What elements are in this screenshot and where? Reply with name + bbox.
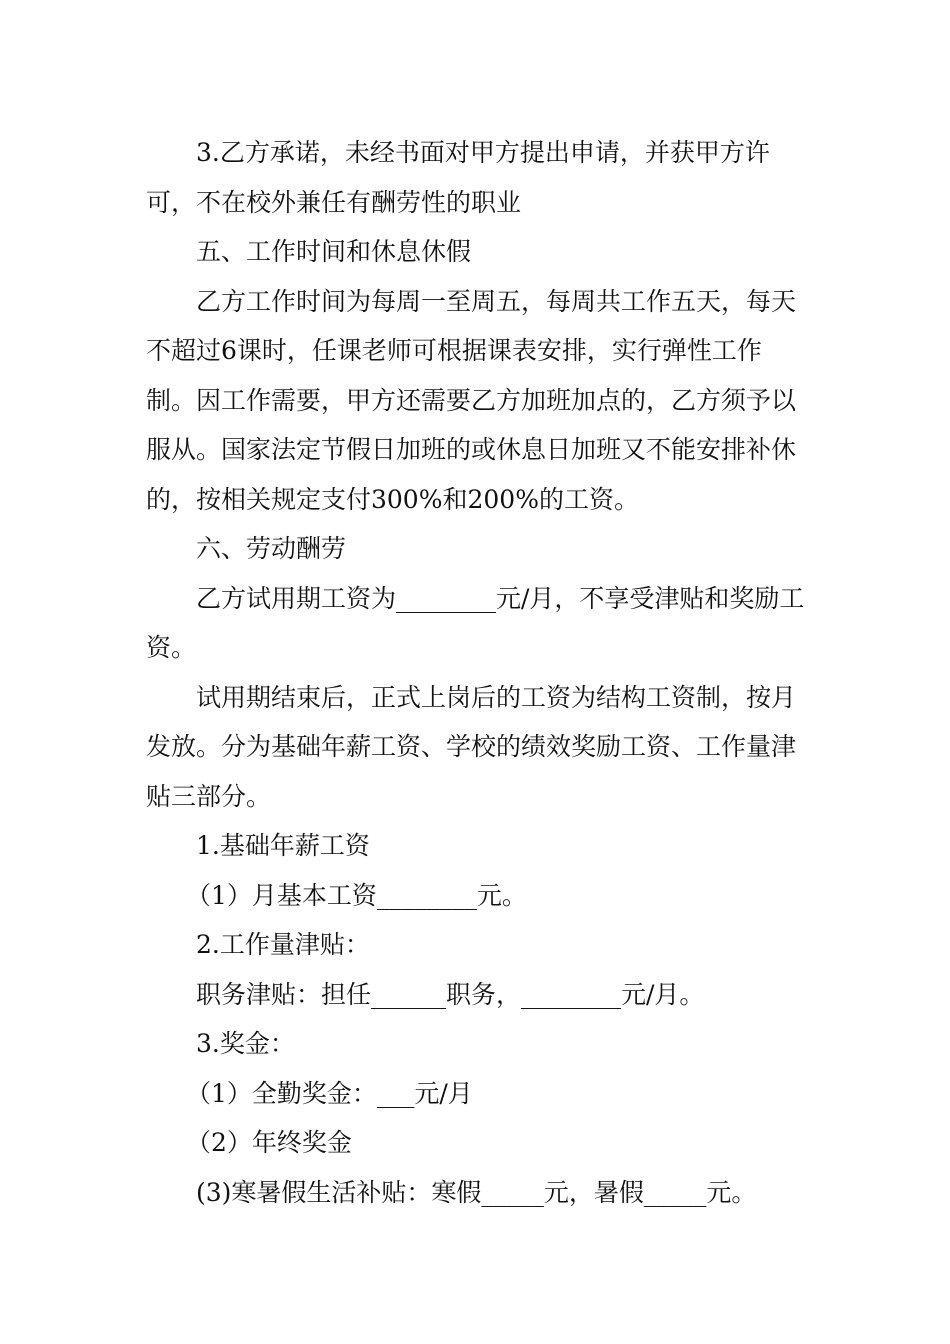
paragraph-commitment: 3.乙方承诺，未经书面对甲方提出申请，并获甲方许可，不在校外兼任有酬劳性的职业 xyxy=(146,138,770,217)
item-bonus: 3.奖金： xyxy=(196,1029,295,1058)
item-base-salary: 1.基础年薪工资 xyxy=(196,831,370,860)
paragraph-probation-salary: 乙方试用期工资为________元/月，不享受津贴和奖励工资。 xyxy=(146,583,805,662)
item-workload-allowance: 2.工作量津贴： xyxy=(196,930,370,959)
subitem-vacation-allowance: (3)寒暑假生活补贴：寒假_____元，暑假_____元。 xyxy=(196,1177,757,1207)
subitem-monthly-base-salary: （1）月基本工资________元。 xyxy=(186,880,527,910)
paragraph-work-hours: 乙方工作时间为每周一至周五，每周共工作五天，每天不超过6课时，任课老师可根据课表安排，实行弹性工作制。因工作需要，甲方还需要乙方加班加点的，乙方须予以服从。国家法定节假日加班的或休息日加班又不能安排补休的，按相关规定支付300%和200%的工资。 xyxy=(146,286,797,514)
document-body xyxy=(146,128,806,1217)
subitem-attendance-bonus: （1）全勤奖金：___元/月 xyxy=(186,1078,473,1108)
paragraph-duty-allowance: 职务津贴：担任______职务，________元/月。 xyxy=(196,979,705,1009)
paragraph-salary-structure: 试用期结束后，正式上岗后的工资为结构工资制，按月发放。分为基础年薪工资、学校的绩效奖励工资、工作量津贴三部分。 xyxy=(146,682,797,811)
section-heading-compensation: 六、劳动酬劳 xyxy=(196,534,347,563)
subitem-year-end-bonus: （2）年终奖金 xyxy=(186,1128,352,1157)
section-heading-work-hours: 五、工作时间和休息休假 xyxy=(196,237,472,266)
